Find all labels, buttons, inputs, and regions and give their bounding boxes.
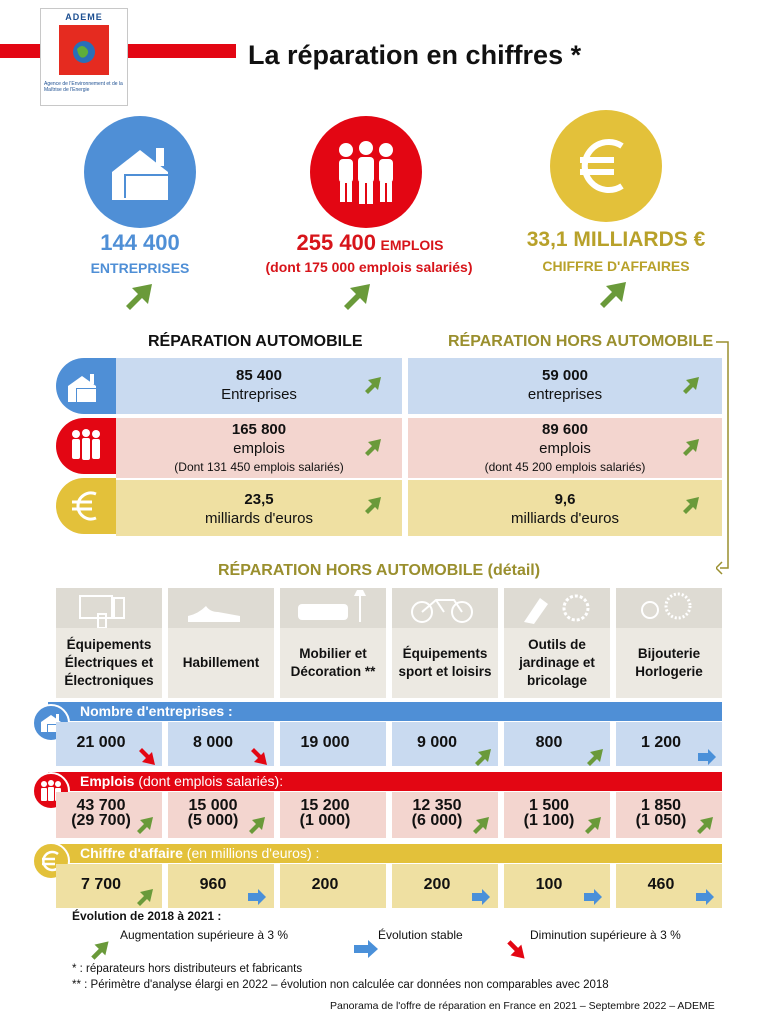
category-companies-value: 1 200: [640, 734, 682, 751]
up-trend-arrow-icon: [362, 494, 386, 516]
up-trend-arrow-icon: [680, 494, 704, 516]
header-red-band-left: [0, 44, 40, 58]
category-label-cell: [504, 628, 610, 698]
category-label-cell: [616, 628, 722, 698]
non-auto-jobs-value: 89 600: [542, 421, 588, 438]
category-jobs: [168, 798, 258, 828]
category-image: [504, 588, 610, 628]
footnote-double-star: ** : Périmètre d'analyse élargi en 2022 – évolution non calculée car données non comparables avec 2018: [72, 979, 609, 991]
logo-name: ADEME: [65, 12, 103, 22]
auto-companies-label: Entreprises: [221, 386, 297, 403]
category-jobs-value: 43 700: [76, 797, 126, 814]
source-credit: Panorama de l'offre de réparation en France en 2021 – Septembre 2022 – ADEME: [330, 1000, 715, 1012]
up-trend-arrow-icon: [338, 278, 378, 314]
non-auto-revenue-cell: [408, 480, 722, 536]
category-revenue-value: 200: [423, 876, 451, 893]
non-auto-revenue-label: milliards d'euros: [511, 510, 619, 527]
up-trend-arrow-icon: [584, 746, 606, 768]
legend-stable-label: Évolution stable: [378, 928, 463, 942]
total-jobs-unit: EMPLOIS: [380, 237, 444, 253]
category-jobs-salaried: (1 050): [635, 812, 687, 829]
category-label: Outils de jardinage et bricolage: [519, 637, 595, 688]
up-trend-arrow-icon: [362, 374, 386, 396]
non-auto-companies-label: entreprises: [527, 386, 603, 403]
up-trend-arrow-icon: [134, 886, 156, 908]
up-trend-arrow-icon: [680, 374, 704, 396]
up-trend-arrow-icon: [120, 278, 160, 314]
up-trend-arrow-icon: [470, 814, 492, 836]
people-icon: [310, 116, 422, 228]
auto-jobs-value: 165 800: [231, 421, 287, 438]
auto-revenue-label: milliards d'euros: [205, 510, 313, 527]
companies-row-icon: [56, 358, 116, 414]
non-auto-jobs-cell: [408, 418, 722, 478]
companies-bar: [48, 702, 722, 721]
total-revenue-label: CHIFFRE D'AFFAIRES: [542, 258, 690, 274]
category-revenue-value: 200: [311, 876, 339, 893]
category-companies-value: 800: [535, 734, 563, 751]
down-trend-arrow-icon: [136, 746, 158, 768]
non-auto-companies-cell: [408, 358, 722, 414]
non-auto-jobs-sub: (dont 45 200 emplois salariés): [484, 460, 646, 474]
category-jobs-value: 12 350: [412, 797, 462, 814]
legend-up-label: Augmentation supérieure à 3 %: [120, 928, 289, 942]
non-auto-revenue-value: 9,6: [554, 491, 576, 508]
revenue-row-icon: [56, 478, 116, 534]
revenue-bar-title: Chiffre d'affaire: [80, 845, 183, 861]
non-auto-section-title: RÉPARATION HORS AUTOMOBILE: [448, 333, 714, 350]
category-label: Mobilier et Décoration **: [290, 646, 376, 679]
category-label-cell: [168, 628, 274, 698]
category-jobs: [504, 798, 594, 828]
total-companies-label: ENTREPRISES: [90, 260, 190, 276]
auto-jobs-sub: (Dont 131 450 emplois salariés): [174, 460, 344, 474]
category-jobs-value: 1 500: [528, 797, 570, 814]
stable-trend-arrow-icon: [582, 886, 604, 908]
category-image: [616, 588, 722, 628]
category-jobs-cell: [280, 792, 386, 838]
category-label: Équipements Électriques et Électroniques: [64, 637, 154, 688]
logo-globe-icon: [59, 25, 109, 75]
category-label-cell: [56, 628, 162, 698]
revenue-bar: [48, 844, 722, 863]
category-companies-cell: [280, 722, 386, 766]
jobs-row-icon: [56, 418, 116, 474]
category-jobs: [280, 798, 370, 828]
category-jobs-salaried: (29 700): [71, 812, 131, 829]
auto-jobs-label: emplois: [233, 440, 285, 457]
up-trend-arrow-icon: [246, 814, 268, 836]
total-jobs-sub: (dont 175 000 emplois salariés): [265, 259, 473, 275]
category-jobs-salaried: (6 000): [411, 812, 463, 829]
category-image: [392, 588, 498, 628]
legend-stable-arrow-icon: [352, 938, 380, 960]
jobs-bar: [48, 772, 722, 791]
legend-up-arrow-icon: [88, 938, 114, 962]
category-jobs: [392, 798, 482, 828]
companies-bar-label: Nombre d'entreprises :: [80, 703, 233, 719]
auto-companies-value: 85 400: [236, 367, 282, 384]
stable-trend-arrow-icon: [470, 886, 492, 908]
total-companies-value: 144 400: [100, 230, 180, 255]
stable-trend-arrow-icon: [694, 886, 716, 908]
category-revenue-cell: [280, 864, 386, 908]
total-jobs-value: 255 400: [296, 230, 377, 255]
category-jobs: [56, 798, 146, 828]
jobs-bar-sub: (dont emplois salariés):: [134, 773, 284, 789]
category-revenue-value: 7 700: [80, 876, 122, 893]
jobs-bar-label: [80, 773, 283, 789]
auto-revenue-cell: [116, 480, 402, 536]
auto-jobs-cell: [116, 418, 402, 478]
jobs-bar-title: Emplois: [80, 773, 135, 789]
category-jobs-salaried: (1 000): [299, 812, 351, 829]
category-companies-value: 19 000: [300, 734, 350, 751]
up-trend-arrow-icon: [582, 814, 604, 836]
category-revenue-value: 960: [199, 876, 227, 893]
up-trend-arrow-icon: [680, 436, 704, 458]
legend-down-arrow-icon: [504, 938, 530, 962]
up-trend-arrow-icon: [362, 436, 386, 458]
category-label-cell: [280, 628, 386, 698]
total-jobs: [250, 230, 490, 256]
non-auto-companies-value: 59 000: [542, 367, 588, 384]
stable-trend-arrow-icon: [246, 886, 268, 908]
category-image: [168, 588, 274, 628]
category-label: Équipements sport et loisirs: [398, 646, 492, 679]
ademe-logo: [40, 8, 128, 106]
header-red-band-right: [128, 44, 236, 58]
category-label: Bijouterie Horlogerie: [635, 646, 703, 679]
total-revenue-value: 33,1 MILLIARDS €: [526, 228, 706, 251]
category-jobs-salaried: (1 100): [523, 812, 575, 829]
category-image: [280, 588, 386, 628]
category-jobs-salaried: (5 000): [187, 812, 239, 829]
up-trend-arrow-icon: [594, 276, 634, 312]
up-trend-arrow-icon: [472, 746, 494, 768]
down-trend-arrow-icon: [248, 746, 270, 768]
category-label: Habillement: [182, 655, 260, 670]
legend-title: Évolution de 2018 à 2021 :: [72, 909, 222, 923]
logo-subtitle: Agence de l'Environnement et de la Maîtrise de l'Energie: [44, 81, 123, 93]
building-icon: [84, 116, 196, 228]
footnote-star: * : réparateurs hors distributeurs et fabricants: [72, 963, 303, 975]
category-jobs: [616, 798, 706, 828]
auto-companies-cell: [116, 358, 402, 414]
category-companies-value: 21 000: [76, 734, 126, 751]
up-trend-arrow-icon: [694, 814, 716, 836]
category-jobs-value: 1 850: [640, 797, 682, 814]
detail-section-title: RÉPARATION HORS AUTOMOBILE (détail): [218, 562, 541, 579]
category-revenue-value: 100: [535, 876, 563, 893]
legend-down-label: Diminution supérieure à 3 %: [530, 928, 681, 942]
auto-revenue-value: 23,5: [244, 491, 274, 508]
category-companies-value: 9 000: [416, 734, 458, 751]
revenue-bar-sub: (en millions d'euros) :: [182, 845, 320, 861]
page-title: La réparation en chiffres *: [248, 40, 582, 70]
category-jobs-value: 15 200: [300, 797, 350, 814]
revenue-bar-label: [80, 845, 319, 861]
non-auto-jobs-label: emplois: [539, 440, 591, 457]
auto-section-title: RÉPARATION AUTOMOBILE: [148, 333, 363, 350]
euro-icon: [550, 110, 662, 222]
category-jobs-value: 15 000: [188, 797, 238, 814]
category-label-cell: [392, 628, 498, 698]
stable-trend-arrow-icon: [696, 746, 718, 768]
category-revenue-value: 460: [647, 876, 675, 893]
category-image: [56, 588, 162, 628]
category-companies-value: 8 000: [192, 734, 234, 751]
up-trend-arrow-icon: [134, 814, 156, 836]
